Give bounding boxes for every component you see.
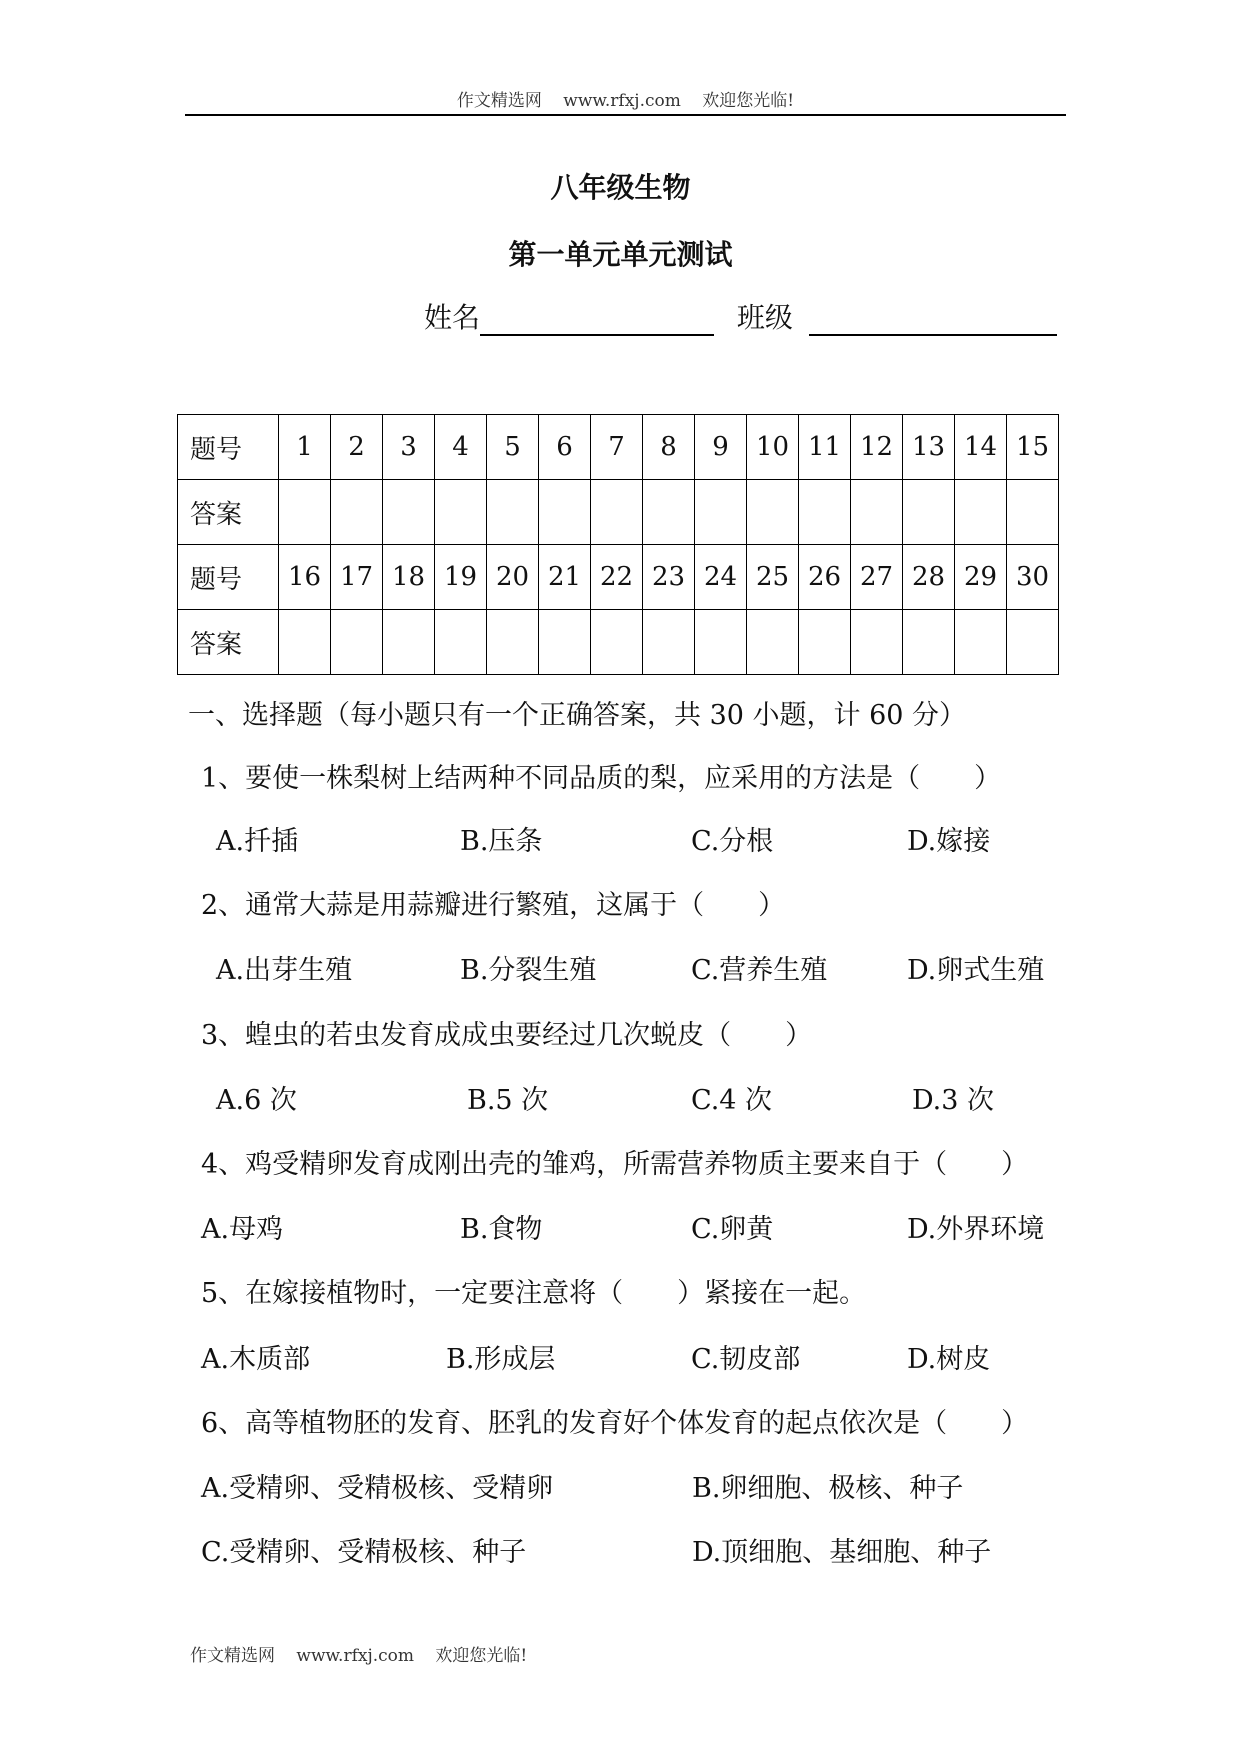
section-title: 一、选择题（每小题只有一个正确答案，共 30 小题，计 60 分） xyxy=(188,700,967,731)
answer-cell[interactable] xyxy=(1007,610,1059,675)
question-number: 14 xyxy=(955,415,1007,480)
question-number: 17 xyxy=(331,545,383,610)
answer-cell[interactable] xyxy=(279,610,331,675)
question-6-option-b[interactable]: B.卵细胞、极核、种子 xyxy=(692,1473,964,1504)
question-1-option-b[interactable]: B.压条 xyxy=(460,826,543,857)
header-url[interactable]: www.rfxj.com xyxy=(563,91,681,111)
answer-row-1 xyxy=(178,480,1059,545)
question-3-option-c[interactable]: C.4 次 xyxy=(691,1085,773,1116)
question-number: 10 xyxy=(747,415,799,480)
answer-cell[interactable] xyxy=(695,610,747,675)
question-4-option-c[interactable]: C.卵黄 xyxy=(691,1214,774,1245)
answer-label: 答案 xyxy=(178,610,279,675)
question-number: 6 xyxy=(539,415,591,480)
answer-cell[interactable] xyxy=(955,480,1007,545)
answer-cell[interactable] xyxy=(591,610,643,675)
document-title: 八年级生物 xyxy=(550,171,691,204)
question-4-option-b[interactable]: B.食物 xyxy=(460,1214,543,1245)
answer-cell[interactable] xyxy=(435,480,487,545)
answer-cell[interactable] xyxy=(539,610,591,675)
answer-cell[interactable] xyxy=(851,480,903,545)
question-number: 21 xyxy=(539,545,591,610)
question-2-option-b[interactable]: B.分裂生殖 xyxy=(460,955,597,986)
question-number-label: 题号 xyxy=(178,415,279,480)
question-number: 24 xyxy=(695,545,747,610)
question-6-text: 6、高等植物胚的发育、胚乳的发育好个体发育的起点依次是（ ） xyxy=(201,1408,1029,1439)
name-class-line xyxy=(424,296,1057,336)
answer-cell[interactable] xyxy=(539,480,591,545)
class-field[interactable] xyxy=(809,304,1057,336)
question-number: 16 xyxy=(279,545,331,610)
answer-cell[interactable] xyxy=(331,480,383,545)
question-number: 15 xyxy=(1007,415,1059,480)
header-welcome: 欢迎您光临! xyxy=(702,91,795,111)
answer-cell[interactable] xyxy=(799,480,851,545)
question-2-option-a[interactable]: A.出芽生殖 xyxy=(216,955,353,986)
question-number: 19 xyxy=(435,545,487,610)
answer-cell[interactable] xyxy=(903,610,955,675)
question-2-option-c[interactable]: C.营养生殖 xyxy=(691,955,828,986)
question-4-option-d[interactable]: D.外界环境 xyxy=(907,1214,1045,1245)
answer-cell[interactable] xyxy=(383,480,435,545)
question-number: 18 xyxy=(383,545,435,610)
question-number: 23 xyxy=(643,545,695,610)
question-number: 26 xyxy=(799,545,851,610)
question-6-option-a[interactable]: A.受精卵、受精极核、受精卵 xyxy=(201,1473,554,1504)
question-1-option-d[interactable]: D.嫁接 xyxy=(907,826,991,857)
question-2-text: 2、通常大蒜是用蒜瓣进行繁殖，这属于（ ） xyxy=(201,890,786,921)
answer-cell[interactable] xyxy=(747,610,799,675)
answer-cell[interactable] xyxy=(591,480,643,545)
footer-url[interactable]: www.rfxj.com xyxy=(296,1646,415,1666)
answer-cell[interactable] xyxy=(383,610,435,675)
header-rule xyxy=(185,114,1066,116)
name-field[interactable] xyxy=(480,304,714,336)
question-number: 9 xyxy=(695,415,747,480)
answer-cell[interactable] xyxy=(903,480,955,545)
question-2-option-d[interactable]: D.卵式生殖 xyxy=(907,955,1045,986)
question-number: 27 xyxy=(851,545,903,610)
question-number-label: 题号 xyxy=(178,545,279,610)
question-number: 2 xyxy=(331,415,383,480)
question-number: 28 xyxy=(903,545,955,610)
question-number-row-2 xyxy=(178,545,1059,610)
question-number-row-1 xyxy=(178,415,1059,480)
answer-row-2 xyxy=(178,610,1059,675)
answer-table xyxy=(177,414,1059,675)
answer-cell[interactable] xyxy=(695,480,747,545)
question-5-option-b[interactable]: B.形成层 xyxy=(446,1344,556,1375)
question-1-option-c[interactable]: C.分根 xyxy=(691,826,774,857)
answer-cell[interactable] xyxy=(643,610,695,675)
question-5-option-c[interactable]: C.韧皮部 xyxy=(691,1344,801,1375)
page-footer xyxy=(190,1641,543,1666)
question-number: 5 xyxy=(487,415,539,480)
answer-cell[interactable] xyxy=(435,610,487,675)
question-3-text: 3、蝗虫的若虫发育成成虫要经过几次蜕皮（ ） xyxy=(201,1020,813,1051)
page-header xyxy=(185,86,1066,111)
question-number: 4 xyxy=(435,415,487,480)
question-4-text: 4、鸡受精卵发育成刚出壳的雏鸡，所需营养物质主要来自于（ ） xyxy=(201,1149,1029,1180)
question-number: 3 xyxy=(383,415,435,480)
answer-cell[interactable] xyxy=(643,480,695,545)
answer-cell[interactable] xyxy=(851,610,903,675)
answer-cell[interactable] xyxy=(1007,480,1059,545)
question-number: 7 xyxy=(591,415,643,480)
answer-cell[interactable] xyxy=(487,610,539,675)
question-number: 20 xyxy=(487,545,539,610)
question-1-option-a[interactable]: A.扦插 xyxy=(216,826,299,857)
question-number: 13 xyxy=(903,415,955,480)
question-5-text: 5、在嫁接植物时，一定要注意将（ ）紧接在一起。 xyxy=(201,1278,867,1309)
question-number: 30 xyxy=(1007,545,1059,610)
answer-cell[interactable] xyxy=(747,480,799,545)
question-4-option-a[interactable]: A.母鸡 xyxy=(201,1214,284,1245)
question-6-option-c[interactable]: C.受精卵、受精极核、种子 xyxy=(201,1537,527,1568)
question-number: 12 xyxy=(851,415,903,480)
question-3-option-b[interactable]: B.5 次 xyxy=(467,1085,549,1116)
name-label: 姓名 xyxy=(424,301,481,334)
question-number: 22 xyxy=(591,545,643,610)
answer-cell[interactable] xyxy=(279,480,331,545)
footer-site: 作文精选网 xyxy=(190,1646,275,1666)
question-3-option-d[interactable]: D.3 次 xyxy=(912,1085,995,1116)
question-6-option-d[interactable]: D.顶细胞、基细胞、种子 xyxy=(692,1537,992,1568)
class-label: 班级 xyxy=(736,301,793,334)
footer-welcome: 欢迎您光临! xyxy=(435,1646,528,1666)
question-5-option-a[interactable]: A.木质部 xyxy=(201,1344,311,1375)
question-5-option-d[interactable]: D.树皮 xyxy=(907,1344,991,1375)
question-number: 29 xyxy=(955,545,1007,610)
answer-cell[interactable] xyxy=(487,480,539,545)
question-number: 11 xyxy=(799,415,851,480)
answer-cell[interactable] xyxy=(331,610,383,675)
answer-cell[interactable] xyxy=(955,610,1007,675)
question-3-option-a[interactable]: A.6 次 xyxy=(216,1085,297,1116)
document-subtitle: 第一单元单元测试 xyxy=(508,238,733,271)
question-number: 25 xyxy=(747,545,799,610)
answer-label: 答案 xyxy=(178,480,279,545)
header-site: 作文精选网 xyxy=(456,91,542,111)
answer-cell[interactable] xyxy=(799,610,851,675)
question-number: 8 xyxy=(643,415,695,480)
question-number: 1 xyxy=(279,415,331,480)
question-1-text: 1、要使一株梨树上结两种不同品质的梨，应采用的方法是（ ） xyxy=(201,763,1002,794)
